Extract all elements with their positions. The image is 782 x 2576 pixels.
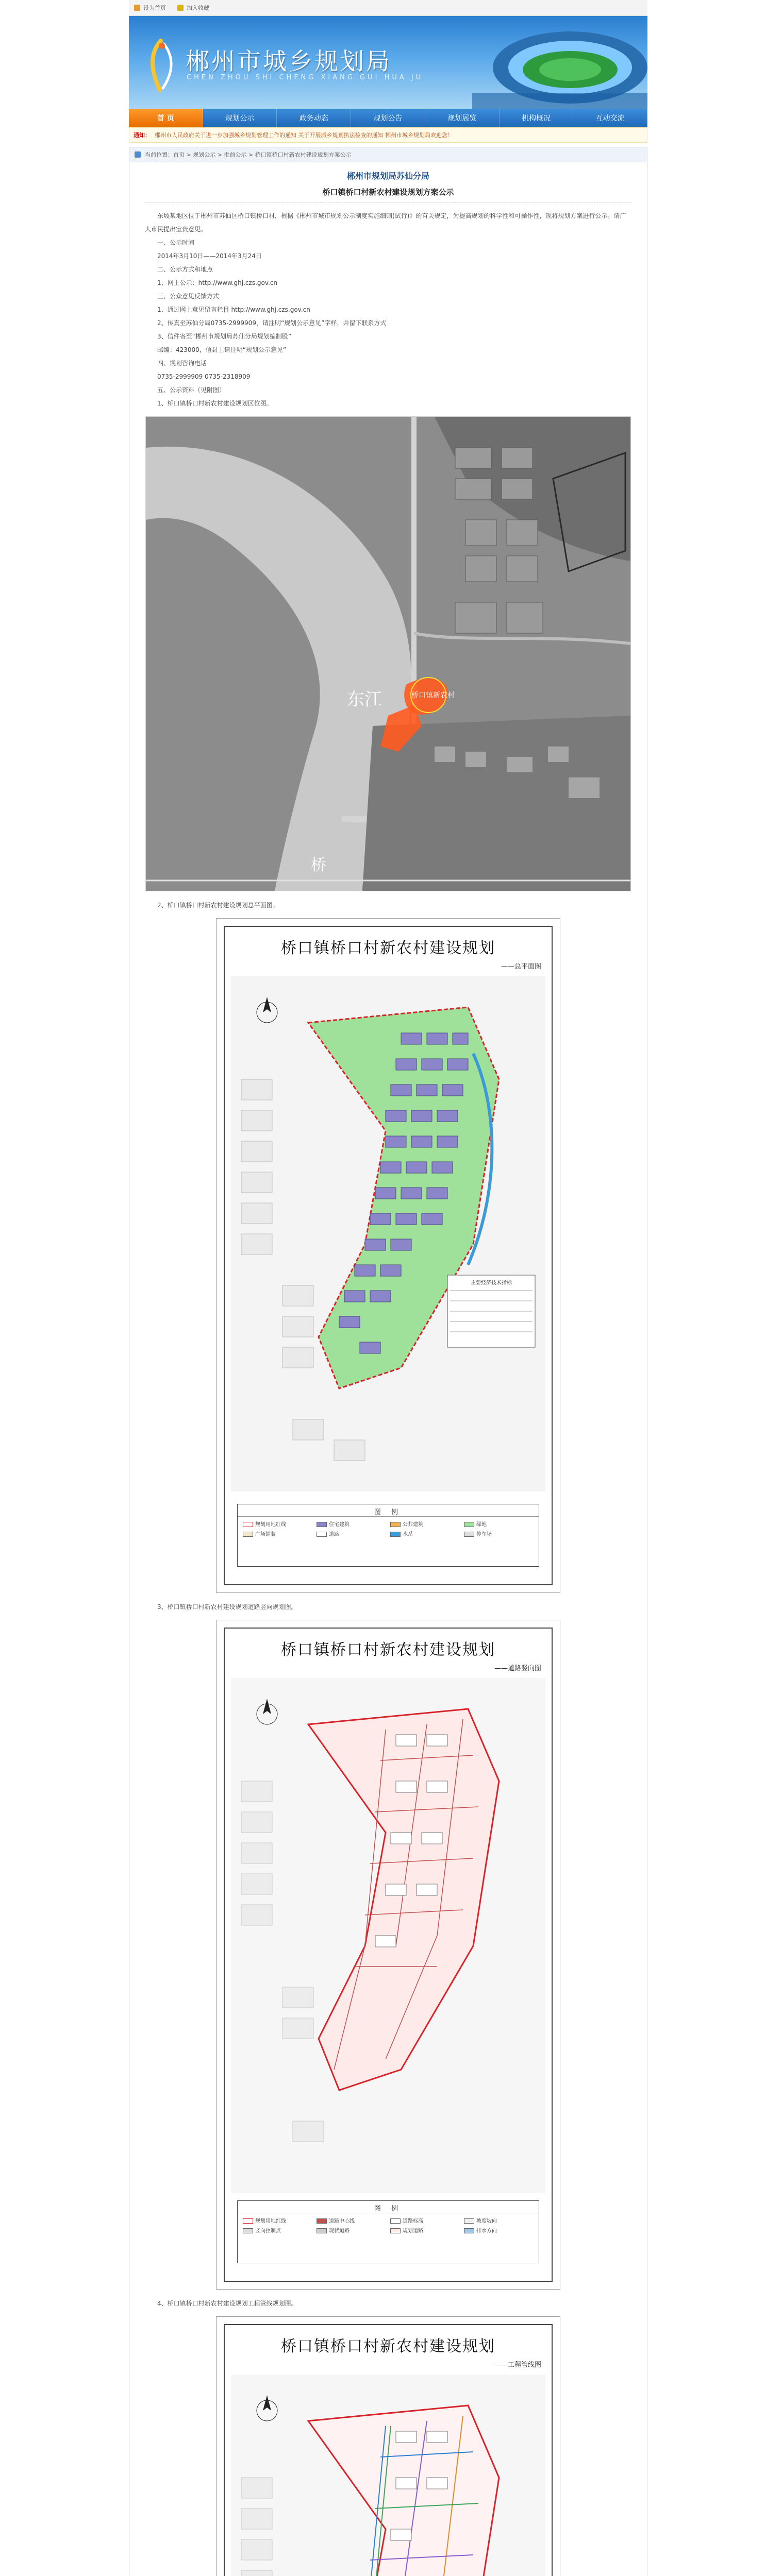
- legend-item: 现状道路: [317, 2226, 386, 2234]
- figure-3-caption: 3、桥口镇桥口村新农村建设规划道路竖向规划图。: [157, 1603, 297, 1611]
- main-navigation: [129, 109, 647, 127]
- site-title: 郴州市城乡规划局: [186, 47, 392, 75]
- plan-title: 桥口镇桥口村新农村建设规划: [281, 1641, 495, 1659]
- section-phone-value: 0735-2999909 0735-2318909: [157, 373, 251, 380]
- figure-2-caption: 2、桥口镇桥口村新农村建设规划总平面图。: [157, 902, 279, 909]
- feedback-online[interactable]: 1、通过网上意见留言栏目 http://www.ghj.czs.gov.cn: [157, 306, 310, 313]
- breadcrumb-path[interactable]: 首页 > 规划公示 > 批前公示 > 桥口镇桥口村新农村建设规划方案公示: [173, 151, 352, 158]
- plan-legend: 图 例 规划用地红线 住宅建筑 公共建筑 绿地 广场铺装 道路 水系 停车场: [237, 1504, 539, 1567]
- site-subtitle: CHEN ZHOU SHI CHENG XIANG GUI HUA JU: [187, 74, 424, 81]
- top-utility-bar: [129, 0, 647, 16]
- location-map-figure: [145, 416, 631, 891]
- section-phone-heading: 四、规划咨询电话: [157, 360, 207, 367]
- legend-item: 水系: [390, 1530, 460, 1537]
- plan-kind: ——总平面图: [501, 963, 541, 971]
- notice-ticker: [129, 127, 647, 143]
- legend-item: 广场铺装: [243, 1530, 312, 1537]
- pipeline-plan-drawing: [231, 2375, 545, 2576]
- legend-item: 规划用地红线: [243, 2216, 312, 2224]
- figure-4-caption: 4、桥口镇桥口村新农村建设规划工程管线规划图。: [157, 2300, 297, 2307]
- plan-frame: [224, 926, 553, 1585]
- section-feedback-heading: 三、公众意见反馈方式: [157, 293, 220, 300]
- plan-frame: [224, 1628, 553, 2282]
- site-logo-icon: [140, 37, 181, 93]
- content-panel: [129, 147, 647, 2576]
- section-method-heading: 二、公示方式和地点: [157, 266, 213, 273]
- section-method-value[interactable]: 1、网上公示：http://www.ghj.czs.gov.cn: [157, 279, 278, 286]
- feedback-mail: 3、信件寄至“郴州市规划局苏仙分局规划编制股”: [157, 333, 292, 340]
- plan-kind: ——工程管线图: [494, 2361, 541, 2369]
- ticker-text[interactable]: 郴州市人民政府关于进一步加强城乡规划管理工作的通知 关于开展城乡规划执法检查的通知 郴州市城乡规划局欢迎您！: [155, 132, 453, 139]
- map-site-label: 桥口镇新农村: [411, 691, 455, 700]
- aerial-location-map: [146, 417, 630, 891]
- legend-item: 道路标高: [390, 2216, 460, 2224]
- legend-item: 坡度坡向: [464, 2216, 534, 2224]
- map-corner-label: 桥: [311, 856, 326, 874]
- pipeline-plan-figure: [216, 2316, 560, 2576]
- legend-item: 规划道路: [390, 2226, 460, 2234]
- nav-planning-notice[interactable]: 规划公告: [351, 109, 425, 127]
- nav-interaction[interactable]: 互动交流: [573, 109, 647, 127]
- feedback-postcode: 邮编：423000，信封上请注明“规划公示意见”: [157, 346, 287, 353]
- legend-item: 停车场: [464, 1530, 534, 1537]
- star-icon: [177, 5, 184, 11]
- legend-item: 竖向控制点: [243, 2226, 312, 2234]
- section-time-value: 2014年3月10日——2014年3月24日: [157, 252, 262, 260]
- article-source: 郴州市规划局苏仙分局: [346, 171, 429, 181]
- plan-frame: [224, 2324, 553, 2576]
- location-icon: [135, 151, 141, 158]
- ticker-label: 通知：: [134, 132, 151, 139]
- legend-item: 排水方向: [464, 2226, 534, 2234]
- figure-1-caption: 1、桥口镇桥口村新农村建设规划区位图。: [157, 400, 273, 407]
- nav-planning-exhibition[interactable]: 规划展览: [425, 109, 500, 127]
- road-plan-drawing: [231, 1678, 545, 2193]
- article-body: [129, 170, 647, 2576]
- master-plan-drawing: [231, 976, 545, 1492]
- indicator-table-title: 主要经济技术指标: [471, 1280, 512, 1286]
- legend-item: 住宅建筑: [317, 1520, 386, 1528]
- nav-home[interactable]: 首 页: [129, 109, 203, 127]
- legend-item: 道路: [317, 1530, 386, 1537]
- article-title: 桥口镇桥口村新农村建设规划方案公示: [145, 187, 631, 203]
- plan-legend: 图 例 规划用地红线 道路中心线 道路标高 坡度坡向 竖向控制点 现状道路 规划道路 排水方向: [237, 2200, 539, 2263]
- nav-organization[interactable]: 机构概况: [500, 109, 574, 127]
- breadcrumb: 当前位置： 首页 > 规划公示 > 批前公示 > 桥口镇桥口村新农村建设规划方案公示: [129, 147, 647, 162]
- map-river-label: 东江: [347, 689, 382, 710]
- home-icon: [134, 5, 140, 11]
- stadium-image: [472, 16, 647, 109]
- page-wrapper: [129, 0, 647, 2576]
- set-homepage-link[interactable]: 设为首页: [134, 4, 166, 12]
- article-intro: 东坡某地区位于郴州市苏仙区桥口镇桥口村，根据《郴州市城市规划公示制度实施细则(试行)》的有关规定，为提高规划的科学性和可操作性，现将规划方案进行公示。请广大市民提出宝贵意见。: [145, 212, 626, 233]
- legend-item: 公共建筑: [390, 1520, 460, 1528]
- nav-government-news[interactable]: 政务动态: [277, 109, 351, 127]
- plan-title: 桥口镇桥口村新农村建设规划: [281, 939, 495, 957]
- section-materials-heading: 五、公示资料（见附图）: [157, 386, 226, 394]
- legend-item: 规划用地红线: [243, 1520, 312, 1528]
- nav-planning-publicity[interactable]: 规划公示: [203, 109, 277, 127]
- add-favorite-link[interactable]: 加入收藏: [177, 4, 209, 12]
- plan-kind: ——道路竖向图: [494, 1665, 541, 1672]
- site-banner: [129, 16, 647, 109]
- section-time-heading: 一、公示时间: [157, 239, 195, 246]
- master-plan-figure: [216, 918, 560, 1593]
- legend-item: 道路中心线: [317, 2216, 386, 2224]
- plan-title: 桥口镇桥口村新农村建设规划: [281, 2337, 495, 2355]
- legend-item: 绿地: [464, 1520, 534, 1528]
- feedback-fax: 2、传真至苏仙分局0735-2999909，请注明“规划公示意见”字样，并留下联系方式: [157, 319, 387, 327]
- road-plan-figure: [216, 1620, 560, 2290]
